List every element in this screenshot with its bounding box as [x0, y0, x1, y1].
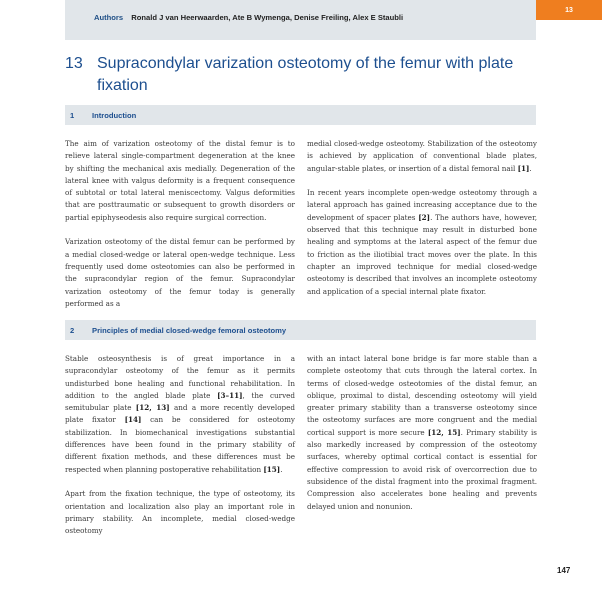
authors-names: Ronald J van Heerwaarden, Ate B Wymenga, Denise Freiling, Alex E Staubli [131, 13, 404, 22]
principles-left-column [65, 353, 295, 550]
paragraph-text: . Primary stability is also markedly increased by compression of the osteotomy surfaces, whereby optimal cortical contact is essential for effective compression to avoid risk of overcorrection due to subsidence of the distal fragment into the proximal fragment. Compression also accelerates bone healing and prevents delayed union and nonunion. [307, 427, 537, 511]
intro-right-column [307, 138, 537, 310]
chapter-title-text: Supracondylar varization osteotomy of the femur with plate fixation [97, 55, 514, 94]
section-heading-principles [65, 320, 536, 340]
paragraph-text: . [529, 163, 532, 173]
paragraph-text: with an intact lateral bone bridge is far more stable than a complete osteotomy that cuts through the lateral cortex. In terms of closed-wedge osteotomies of the distal femur, an oblique, proximal to distal, descending osteotomy will yield greater primary stability than a transverse osteotomy since the osteotomy surfaces are more congruent and the medial cortical support is more secure [307, 354, 537, 437]
paragraph-text: medial closed-wedge osteotomy. Stabilization of the osteotomy is achieved by application of conventional blade plates, angular-stable plates, or insertion of a distal femoral nail [307, 139, 537, 173]
section-number: 2 [70, 326, 75, 335]
citation-reference: [2] [418, 212, 431, 222]
citation-reference: [12, 15] [427, 427, 461, 437]
citation-reference: [14] [124, 415, 142, 425]
paragraph-text: and a more recently developed plate fixator [65, 403, 295, 425]
section-heading-introduction [65, 105, 536, 125]
citation-reference: [12, 13] [135, 403, 170, 413]
intro-left-column [65, 138, 295, 322]
paragraph-text: Stable osteosynthesis is of great importance in a supracondylar osteotomy of the femur as it permits undisturbed bone healing and functional rehabilitation. In addition to the angled blade plate [65, 354, 295, 400]
paragraph-text: Varization osteotomy of the distal femur can be performed by a medial closed-wedge or lateral open-wedge technique. Less frequently used dome osteotomies can also be performed in the supracondylar region of the femur. Supracondylar varization osteotomy of the femur today is generally performed as a [65, 237, 295, 308]
paragraph-text: The aim of varization osteotomy of the distal femur is to relieve lateral single-compartment degeneration at the knee by shifting the mechanical axis medially. Degeneration of the lateral knee with valgus deformity is a frequent consequence of subtotal or total lateral meniscectomy. Valgus deformities that are posttraumatic or subsequent to growth disorders or partial epiphyseodesis also require surgical correction. [65, 139, 295, 222]
citation-reference: [1] [517, 163, 530, 173]
citation-reference: [3–11] [217, 390, 243, 400]
authors-label: Authors [94, 13, 124, 22]
paragraph-text: In recent years incomplete open-wedge osteotomy through a lateral approach has gained increasing acceptance due to the development of spacer plates [307, 188, 537, 222]
body-paragraph [65, 138, 295, 224]
paragraph-text: can be considered for osteotomy stabilization. In biomechanical investigations substantial differences have been found in the primary stability of different fixation methods, and these differences must be respected when planning postoperative rehabilitation [65, 415, 295, 474]
paragraph-text: . The authors have, however, observed that this technique may result in disturbed bone healing and symptoms at the lateral aspect of the femur due to friction as the iliotibial tract moves over the plate. In this chapter an improved technique for medial closed-wedge osteotomy is described that involves an incomplete osteotomy and application of a special internal plate fixator. [307, 212, 537, 296]
chapter-tab: 13 [565, 6, 573, 14]
paragraph-text: . [280, 464, 283, 474]
body-paragraph [307, 353, 537, 513]
paragraph-text: Apart from the fixation technique, the type of osteotomy, its orientation and localization also play an important role in primary stability. An incomplete, medial closed-wedge osteotomy [65, 489, 295, 536]
body-paragraph [307, 138, 537, 175]
body-paragraph [65, 488, 295, 537]
citation-reference: [15] [263, 464, 281, 474]
section-number: 1 [70, 111, 75, 120]
body-paragraph [65, 236, 295, 310]
section-title: Introduction [92, 111, 137, 120]
authors-line [94, 13, 403, 22]
section-title: Principles of medial closed-wedge femoral osteotomy [92, 326, 287, 335]
page-number: 147 [557, 566, 571, 575]
paragraph-text: , the curved semitubular plate [65, 390, 295, 413]
chapter-number: 13 [65, 55, 83, 72]
body-paragraph [65, 353, 295, 476]
body-paragraph [307, 187, 537, 298]
principles-right-column [307, 353, 537, 525]
